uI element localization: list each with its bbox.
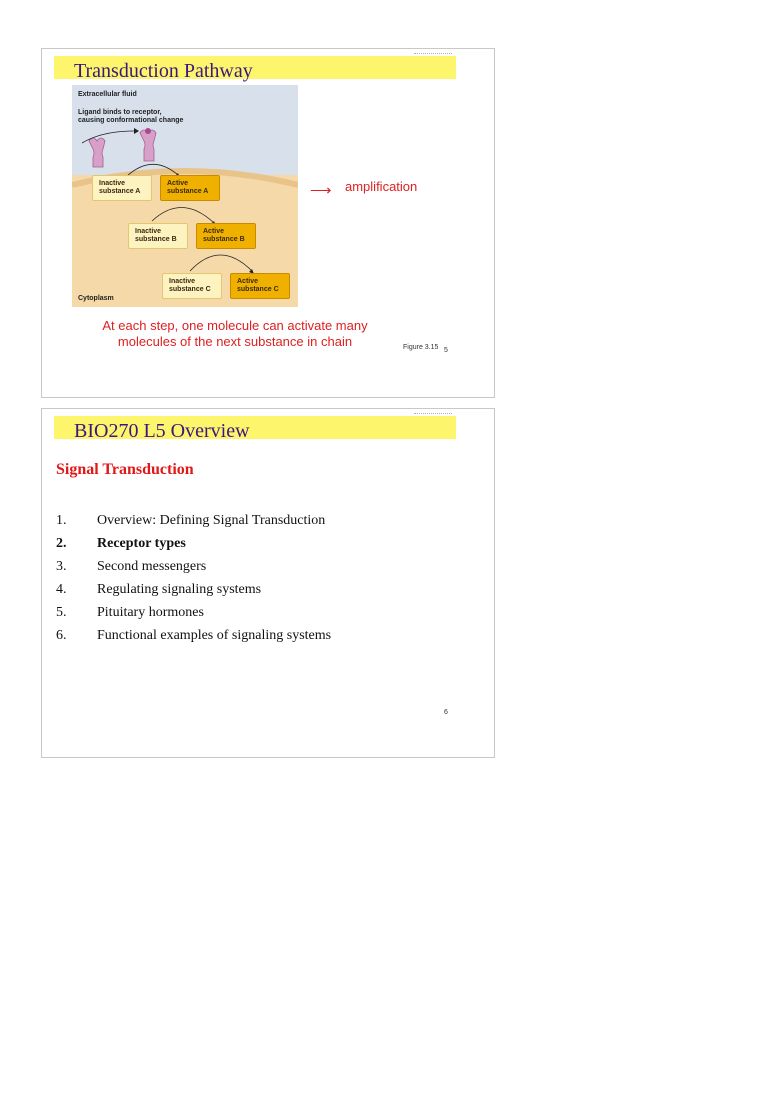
caption-line1: At each step, one molecule can activate many [102, 318, 368, 333]
slide-title: BIO270 L5 Overview [74, 420, 250, 442]
page-number: 5 [444, 347, 448, 354]
title-bar [54, 416, 456, 442]
active-substance-c-box: Active substance C [230, 273, 290, 299]
cytoplasm-label: Cytoplasm [78, 295, 114, 302]
inactive-substance-b-box: Inactive substance B [128, 223, 188, 249]
amplification-text: amplification [345, 179, 418, 194]
transduction-figure [72, 85, 298, 307]
inactive-substance-a-box: Inactive substance A [92, 175, 152, 201]
active-substance-a-box: Active substance A [160, 175, 220, 201]
slide-title: Transduction Pathway [74, 60, 253, 82]
slide-subtitle: Signal Transduction [56, 461, 194, 478]
inactive-receptor-shape [89, 138, 105, 167]
active-substance-b-box: Active substance B [196, 223, 256, 249]
inactive-substance-c-box: Inactive substance C [162, 273, 222, 299]
ligand-label-line2: causing conformational change [78, 117, 184, 124]
ligand-shape [145, 128, 151, 134]
amplification-arrow-icon: ⟶ [310, 182, 332, 199]
active-receptor-shape [140, 128, 156, 161]
figure-reference: Figure 3.15 [403, 344, 439, 351]
slide-overview: BIO270 L5 Overview Signal Transduction 1. Overview: Defining Signal Transduction 2. Receptor types 3. Second messengers 4. Regulating signaling systems 5. Pituitary hormones 6. Functional examples of signaling systems 6 [41, 408, 495, 758]
ligand-label-line1: Ligand binds to receptor, [78, 109, 162, 116]
title-bar [54, 56, 456, 82]
caption-line2: molecules of the next substance in chain [117, 334, 353, 349]
page-number: 6 [444, 709, 448, 716]
slide-transduction-pathway [41, 48, 495, 398]
extracellular-label: Extracellular fluid [78, 91, 137, 98]
